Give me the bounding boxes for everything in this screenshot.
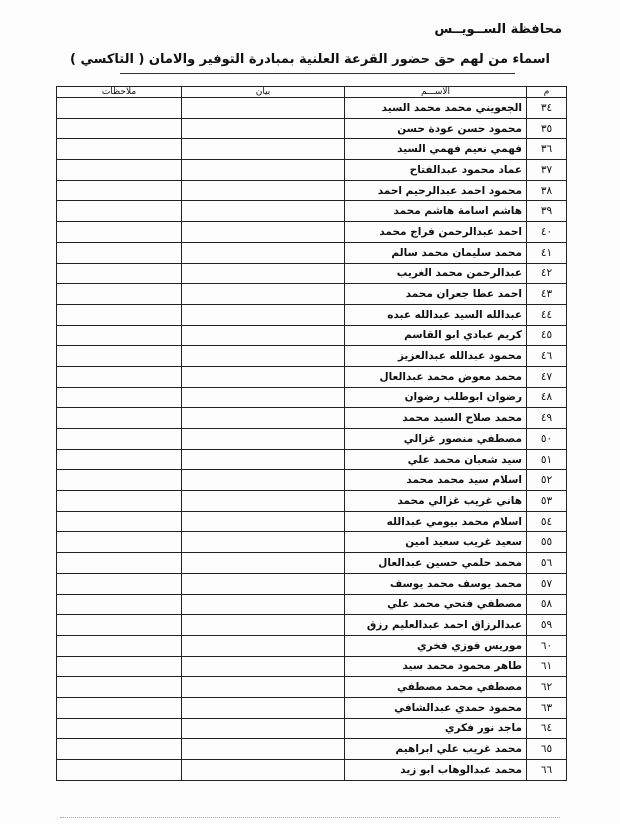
row-statement-cell [182, 160, 345, 181]
table-row [57, 656, 567, 677]
row-name: مصطفي محمد مصطفي [345, 677, 527, 698]
row-notes-cell [57, 491, 182, 512]
row-name: محمد غريب علي ابراهيم [345, 739, 527, 760]
table-row [57, 160, 567, 181]
row-name: محمد يوسف محمد يوسف [345, 573, 527, 594]
governorate-label: محافظة الســويــس [434, 22, 562, 37]
row-number: ٥٦ [527, 553, 567, 574]
row-statement-cell [182, 697, 345, 718]
row-notes-cell [57, 573, 182, 594]
row-number: ٤٢ [527, 263, 567, 284]
row-notes-cell [57, 222, 182, 243]
row-statement-cell [182, 573, 345, 594]
row-number: ٥٩ [527, 615, 567, 636]
row-statement-cell [182, 470, 345, 491]
row-statement-cell [182, 615, 345, 636]
table-row [57, 408, 567, 429]
table-row [57, 201, 567, 222]
table-row [57, 449, 567, 470]
row-name: محمد سليمان محمد سالم [345, 242, 527, 263]
row-name: سيد شعبان محمد علي [345, 449, 527, 470]
row-statement-cell [182, 118, 345, 139]
row-number: ٤١ [527, 242, 567, 263]
row-notes-cell [57, 304, 182, 325]
row-statement-cell [182, 346, 345, 367]
column-header-name: الأســـم [345, 87, 527, 98]
row-number: ٦٣ [527, 697, 567, 718]
row-name: عبدالرزاق احمد عبدالعليم رزق [345, 615, 527, 636]
row-number: ٦٦ [527, 760, 567, 781]
row-statement-cell [182, 263, 345, 284]
row-name: سعيد غريب سعيد امين [345, 532, 527, 553]
table-row [57, 242, 567, 263]
row-number: ٦٠ [527, 635, 567, 656]
row-name: محمود عبدالله عبدالعزيز [345, 346, 527, 367]
row-name: اسلام سيد محمد محمد [345, 470, 527, 491]
row-name: محمود حسن عودة حسن [345, 118, 527, 139]
row-name: هاشم اسامة هاشم محمد [345, 201, 527, 222]
row-statement-cell [182, 491, 345, 512]
row-number: ٥٢ [527, 470, 567, 491]
row-name: ماجد نور فكري [345, 718, 527, 739]
column-header-number: م [527, 87, 567, 98]
table-row [57, 387, 567, 408]
row-notes-cell [57, 366, 182, 387]
row-number: ٣٨ [527, 180, 567, 201]
page-bottom-bleed [60, 817, 560, 822]
row-notes-cell [57, 180, 182, 201]
row-notes-cell [57, 511, 182, 532]
row-statement-cell [182, 718, 345, 739]
table-row [57, 284, 567, 305]
row-statement-cell [182, 201, 345, 222]
row-notes-cell [57, 284, 182, 305]
table-row [57, 429, 567, 450]
row-notes-cell [57, 346, 182, 367]
row-notes-cell [57, 635, 182, 656]
row-statement-cell [182, 408, 345, 429]
row-name: محمد صلاح السيد محمد [345, 408, 527, 429]
row-statement-cell [182, 139, 345, 160]
row-name: طاهر محمود محمد سيد [345, 656, 527, 677]
table-row [57, 718, 567, 739]
table-row [57, 304, 567, 325]
row-number: ٤٤ [527, 304, 567, 325]
row-name: محمود حمدي عبدالشافي [345, 697, 527, 718]
row-statement-cell [182, 366, 345, 387]
row-number: ٣٩ [527, 201, 567, 222]
row-number: ٤٥ [527, 325, 567, 346]
row-number: ٦١ [527, 656, 567, 677]
table-row [57, 222, 567, 243]
row-statement-cell [182, 304, 345, 325]
row-notes-cell [57, 263, 182, 284]
row-notes-cell [57, 656, 182, 677]
row-statement-cell [182, 284, 345, 305]
row-number: ٤٣ [527, 284, 567, 305]
row-number: ٥٤ [527, 511, 567, 532]
row-statement-cell [182, 739, 345, 760]
row-statement-cell [182, 242, 345, 263]
row-statement-cell [182, 511, 345, 532]
row-number: ٥٨ [527, 594, 567, 615]
table-row [57, 470, 567, 491]
row-number: ٤٠ [527, 222, 567, 243]
row-number: ٥٧ [527, 573, 567, 594]
row-name: موريس فوزي فخري [345, 635, 527, 656]
row-name: كريم عبادي ابو القاسم [345, 325, 527, 346]
row-statement-cell [182, 429, 345, 450]
row-notes-cell [57, 449, 182, 470]
row-notes-cell [57, 739, 182, 760]
row-number: ٣٥ [527, 118, 567, 139]
table-row [57, 139, 567, 160]
row-notes-cell [57, 408, 182, 429]
row-name: هاني غريب غزالي محمد [345, 491, 527, 512]
row-notes-cell [57, 697, 182, 718]
table-row [57, 760, 567, 781]
roster-body [57, 98, 567, 781]
row-name: عبدالرحمن محمد الغريب [345, 263, 527, 284]
row-number: ٦٢ [527, 677, 567, 698]
row-notes-cell [57, 160, 182, 181]
row-name: محمود احمد عبدالرحيم احمد [345, 180, 527, 201]
row-notes-cell [57, 325, 182, 346]
row-name: محمد حلمي حسين عبدالعال [345, 553, 527, 574]
table-row [57, 635, 567, 656]
row-notes-cell [57, 760, 182, 781]
table-header-row [57, 87, 567, 98]
row-statement-cell [182, 387, 345, 408]
row-name: مصطفي منصور غزالي [345, 429, 527, 450]
row-notes-cell [57, 677, 182, 698]
table-row [57, 573, 567, 594]
row-number: ٥١ [527, 449, 567, 470]
row-number: ٤٨ [527, 387, 567, 408]
row-statement-cell [182, 553, 345, 574]
row-statement-cell [182, 98, 345, 119]
row-notes-cell [57, 429, 182, 450]
row-notes-cell [57, 387, 182, 408]
row-number: ٣٦ [527, 139, 567, 160]
row-name: مصطفي فتحي محمد علي [345, 594, 527, 615]
title-underline [120, 73, 515, 74]
row-statement-cell [182, 222, 345, 243]
column-header-notes: ملاحظات [57, 87, 182, 98]
row-name: محمد عبدالوهاب ابو زيد [345, 760, 527, 781]
row-name: فهمي نعيم فهمي السيد [345, 139, 527, 160]
row-statement-cell [182, 325, 345, 346]
row-number: ٤٧ [527, 366, 567, 387]
row-notes-cell [57, 718, 182, 739]
row-name: الجعويني محمد محمد السيد [345, 98, 527, 119]
row-notes-cell [57, 98, 182, 119]
table-row [57, 553, 567, 574]
table-row [57, 739, 567, 760]
row-statement-cell [182, 760, 345, 781]
table-row [57, 118, 567, 139]
row-name: احمد عطا جعران محمد [345, 284, 527, 305]
row-notes-cell [57, 594, 182, 615]
row-notes-cell [57, 242, 182, 263]
row-statement-cell [182, 449, 345, 470]
row-name: عبدالله السيد عبدالله عبده [345, 304, 527, 325]
row-number: ٥٥ [527, 532, 567, 553]
row-statement-cell [182, 594, 345, 615]
table-row [57, 98, 567, 119]
row-notes-cell [57, 118, 182, 139]
row-name: عماد محمود عبدالفتاح [345, 160, 527, 181]
row-number: ٣٧ [527, 160, 567, 181]
table-row [57, 180, 567, 201]
row-name: رضوان ابوطلب رضوان [345, 387, 527, 408]
row-number: ٤٦ [527, 346, 567, 367]
row-notes-cell [57, 201, 182, 222]
row-statement-cell [182, 180, 345, 201]
row-statement-cell [182, 532, 345, 553]
row-statement-cell [182, 656, 345, 677]
row-number: ٥٠ [527, 429, 567, 450]
row-notes-cell [57, 553, 182, 574]
table-row [57, 677, 567, 698]
table-row [57, 594, 567, 615]
row-notes-cell [57, 615, 182, 636]
table-row [57, 263, 567, 284]
table-row [57, 532, 567, 553]
row-notes-cell [57, 470, 182, 491]
table-row [57, 697, 567, 718]
table-row [57, 346, 567, 367]
row-name: محمد معوض محمد عبدالعال [345, 366, 527, 387]
row-number: ٦٥ [527, 739, 567, 760]
table-row [57, 366, 567, 387]
row-notes-cell [57, 139, 182, 160]
row-number: ٦٤ [527, 718, 567, 739]
row-number: ٤٩ [527, 408, 567, 429]
table-row [57, 511, 567, 532]
table-row [57, 491, 567, 512]
row-statement-cell [182, 635, 345, 656]
roster-table [56, 86, 567, 781]
row-name: احمد عبدالرحمن فراج محمد [345, 222, 527, 243]
row-statement-cell [182, 677, 345, 698]
row-number: ٥٣ [527, 491, 567, 512]
row-notes-cell [57, 532, 182, 553]
column-header-statement: بيان [182, 87, 345, 98]
row-name: اسلام محمد بيومي عبدالله [345, 511, 527, 532]
document-title: اسماء من لهم حق حضور القرعة العلنية بمبادرة التوفير والامان ( التاكسي ) [69, 52, 551, 67]
table-row [57, 615, 567, 636]
row-number: ٣٤ [527, 98, 567, 119]
table-row [57, 325, 567, 346]
